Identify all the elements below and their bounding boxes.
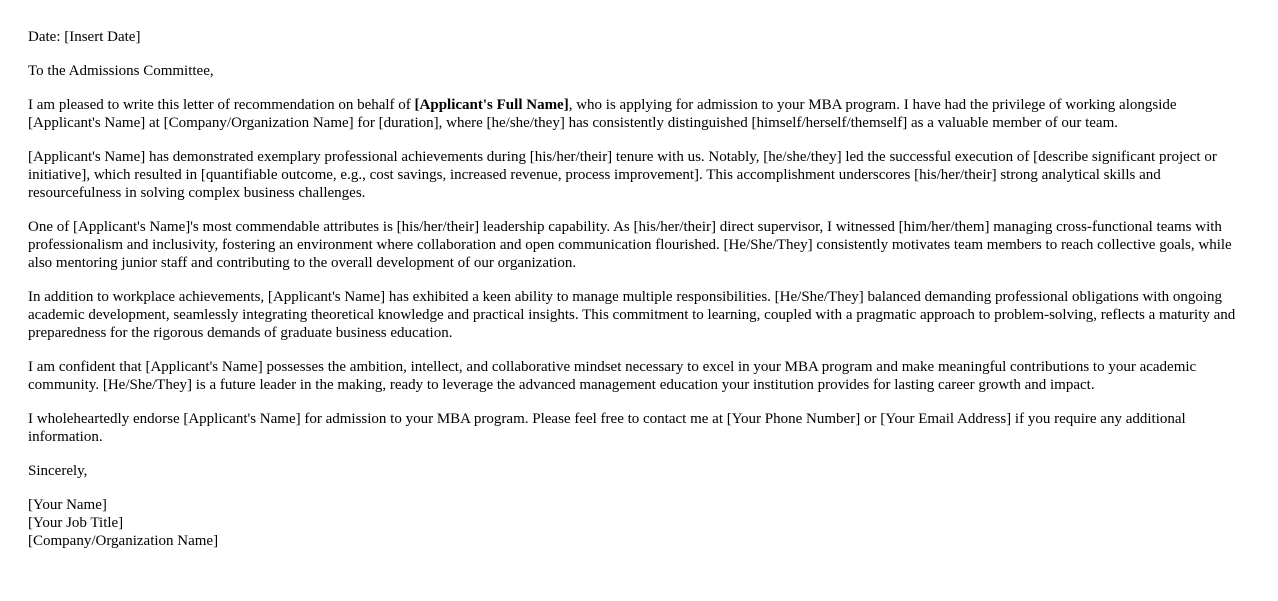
- letter-paragraph-intro: [28, 96, 1250, 132]
- letter-paragraph-confidence: I am confident that [Applicant's Name] possesses the ambition, intellect, and collaborative mindset necessary to excel in your MBA program and make meaningful contributions to your academic community. [He/She/They] is a future leader in the making, ready to leverage the advanced management education your institution provides for lasting career growth and impact.: [28, 359, 1197, 393]
- signature-block: [28, 496, 1250, 550]
- letter-paragraph-endorsement: I wholeheartedly endorse [Applicant's Name] for admission to your MBA program. Please feel free to contact me at [Your Phone Number] or [Your Email Address] if you require any additional information.: [28, 411, 1186, 445]
- intro-text-before: I am pleased to write this letter of recommendation on behalf of: [28, 97, 415, 113]
- applicant-full-name: [Applicant's Full Name]: [414, 97, 569, 113]
- letter-paragraph-leadership: One of [Applicant's Name]'s most commendable attributes is [his/her/their] leadership capability. As [his/her/their] direct supervisor, I witnessed [him/her/them] managing cross-functional teams with professionalism and inclusivity, fostering an environment where collaboration and open communication flourished. [He/She/They] consistently motivates team members to reach collective goals, while also mentoring junior staff and contributing to the overall development of our organization.: [28, 219, 1232, 271]
- letter-date: Date: [Insert Date]: [28, 29, 141, 45]
- recommendation-letter: [28, 28, 1250, 550]
- intro-text-after: , who is applying for admission to your MBA program. I have had the privilege of working alongside [Applicant's Name] at [Company/Organization Name] for [duration], where [he/she/they] has consistently distinguished [himself/herself/themself] as a valuable member of our team.: [28, 97, 1177, 131]
- letter-paragraph-achievements: [Applicant's Name] has demonstrated exemplary professional achievements during [his/her/their] tenure with us. Notably, [he/she/they] led the successful execution of [describe significant project or initiative], which resulted in [quantifiable outcome, e.g., cost savings, increased revenue, process improvement]. This accomplishment underscores [his/her/their] strong analytical skills and resourcefulness in solving complex business challenges.: [28, 149, 1217, 201]
- signature-name: [Your Name]: [28, 497, 107, 513]
- letter-closing: Sincerely,: [28, 463, 88, 479]
- signature-organization: [Company/Organization Name]: [28, 533, 219, 549]
- letter-salutation: To the Admissions Committee,: [28, 63, 214, 79]
- signature-title: [Your Job Title]: [28, 515, 124, 531]
- letter-paragraph-workplace: In addition to workplace achievements, [Applicant's Name] has exhibited a keen ability to manage multiple responsibilities. [He/She/They] balanced demanding professional obligations with ongoing academic development, seamlessly integrating theoretical knowledge and practical insights. This commitment to learning, coupled with a pragmatic approach to problem-solving, reflects a maturity and preparedness for the rigorous demands of graduate business education.: [28, 289, 1236, 341]
